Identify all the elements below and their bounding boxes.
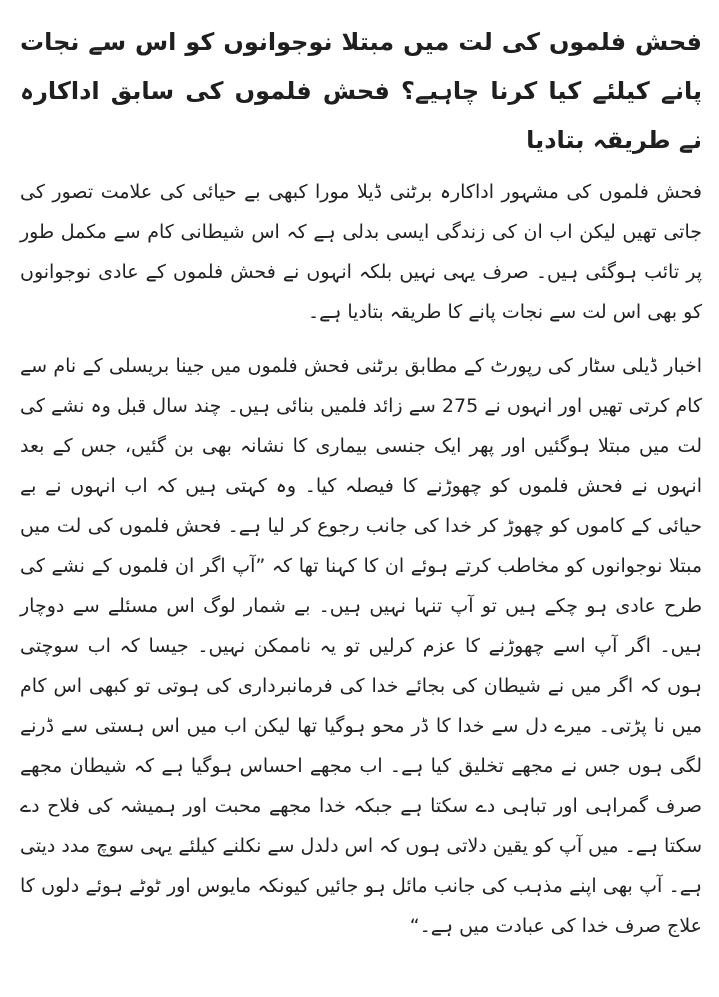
article-paragraph-main: اخبار ڈیلی سٹار کی رپورٹ کے مطابق برٹنی فحش فلموں میں جینا بریسلی کے نام سے کام کرتی تھیں اور انہوں نے 275 سے زائد فلمیں بنائی ہیں۔ چند سال قبل وہ نشے کی لت میں مبتلا ہوگئیں اور پھر ایک جنسی بیماری کا نشانہ بھی بن گئیں، جس کے بعد انہوں نے فحش فلموں کو چھوڑنے کا فیصلہ کیا۔ وہ کہتی ہیں کہ اب انہوں نے بے حیائی کے کاموں کو چھوڑ کر خدا کی جانب رجوع کر لیا ہے۔ فحش فلموں کی لت میں مبتلا نوجوانوں کو مخاطب کرتے ہوئے ان کا کہنا تھا کہ ”آپ اگر ان فلموں کے نشے کی طرح عادی ہو چکے ہیں تو آپ تنہا نہیں ہیں۔ بے شمار لوگ اس مسئلے سے دوچار ہیں۔ اگر آپ اسے چھوڑنے کا عزم کرلیں تو یہ ناممکن نہیں۔ جیسا کہ اب سوچتی ہوں کہ اگر میں نے شیطان کی بجائے خدا کی فرمانبرداری کی ہوتی تو کبھی اس کام میں نا پڑتی۔ میرے دل سے خدا کا ڈر محو ہوگیا تھا لیکن اب میں اس ہستی سے ڈرنے لگی ہوں جس نے مجھے تخلیق کیا ہے۔ اب مجھے احساس ہوگیا ہے کہ شیطان مجھے صرف گمراہی اور تباہی دے سکتا ہے جبکہ خدا مجھے محبت اور ہمیشہ کی فلاح دے سکتا ہے۔ میں آپ کو یقین دلاتی ہوں کہ اس دلدل سے نکلنے کیلئے یہی سوچ مدد دیتی ہے۔ آپ بھی اپنے مذہب کی جانب مائل ہو جائیں کیونکہ مایوس اور ٹوٹے ہوئے دلوں کا علاج صرف خدا کی عبادت میں ہے۔“ [20, 355, 702, 937]
article [20, 18, 702, 946]
article-paragraph-intro: فحش فلموں کی مشہور اداکارہ برٹنی ڈیلا مورا کبھی بے حیائی کی علامت تصور کی جاتی تھیں لیکن اب ان کی زندگی ایسی بدلی ہے کہ اس شیطانی کام سے مکمل طور پر تائب ہوگئی ہیں۔ صرف یہی نہیں بلکہ انہوں نے فحش فلموں کے عادی نوجوانوں کو بھی اس لت سے نجات پانے کا طریقہ بتادیا ہے۔ [20, 181, 702, 323]
article-headline: فحش فلموں کی لت میں مبتلا نوجوانوں کو اس سے نجات پانے کیلئے کیا کرنا چاہیے؟ فحش فلموں کی سابق اداکارہ نے طریقہ بتادیا [20, 28, 702, 154]
